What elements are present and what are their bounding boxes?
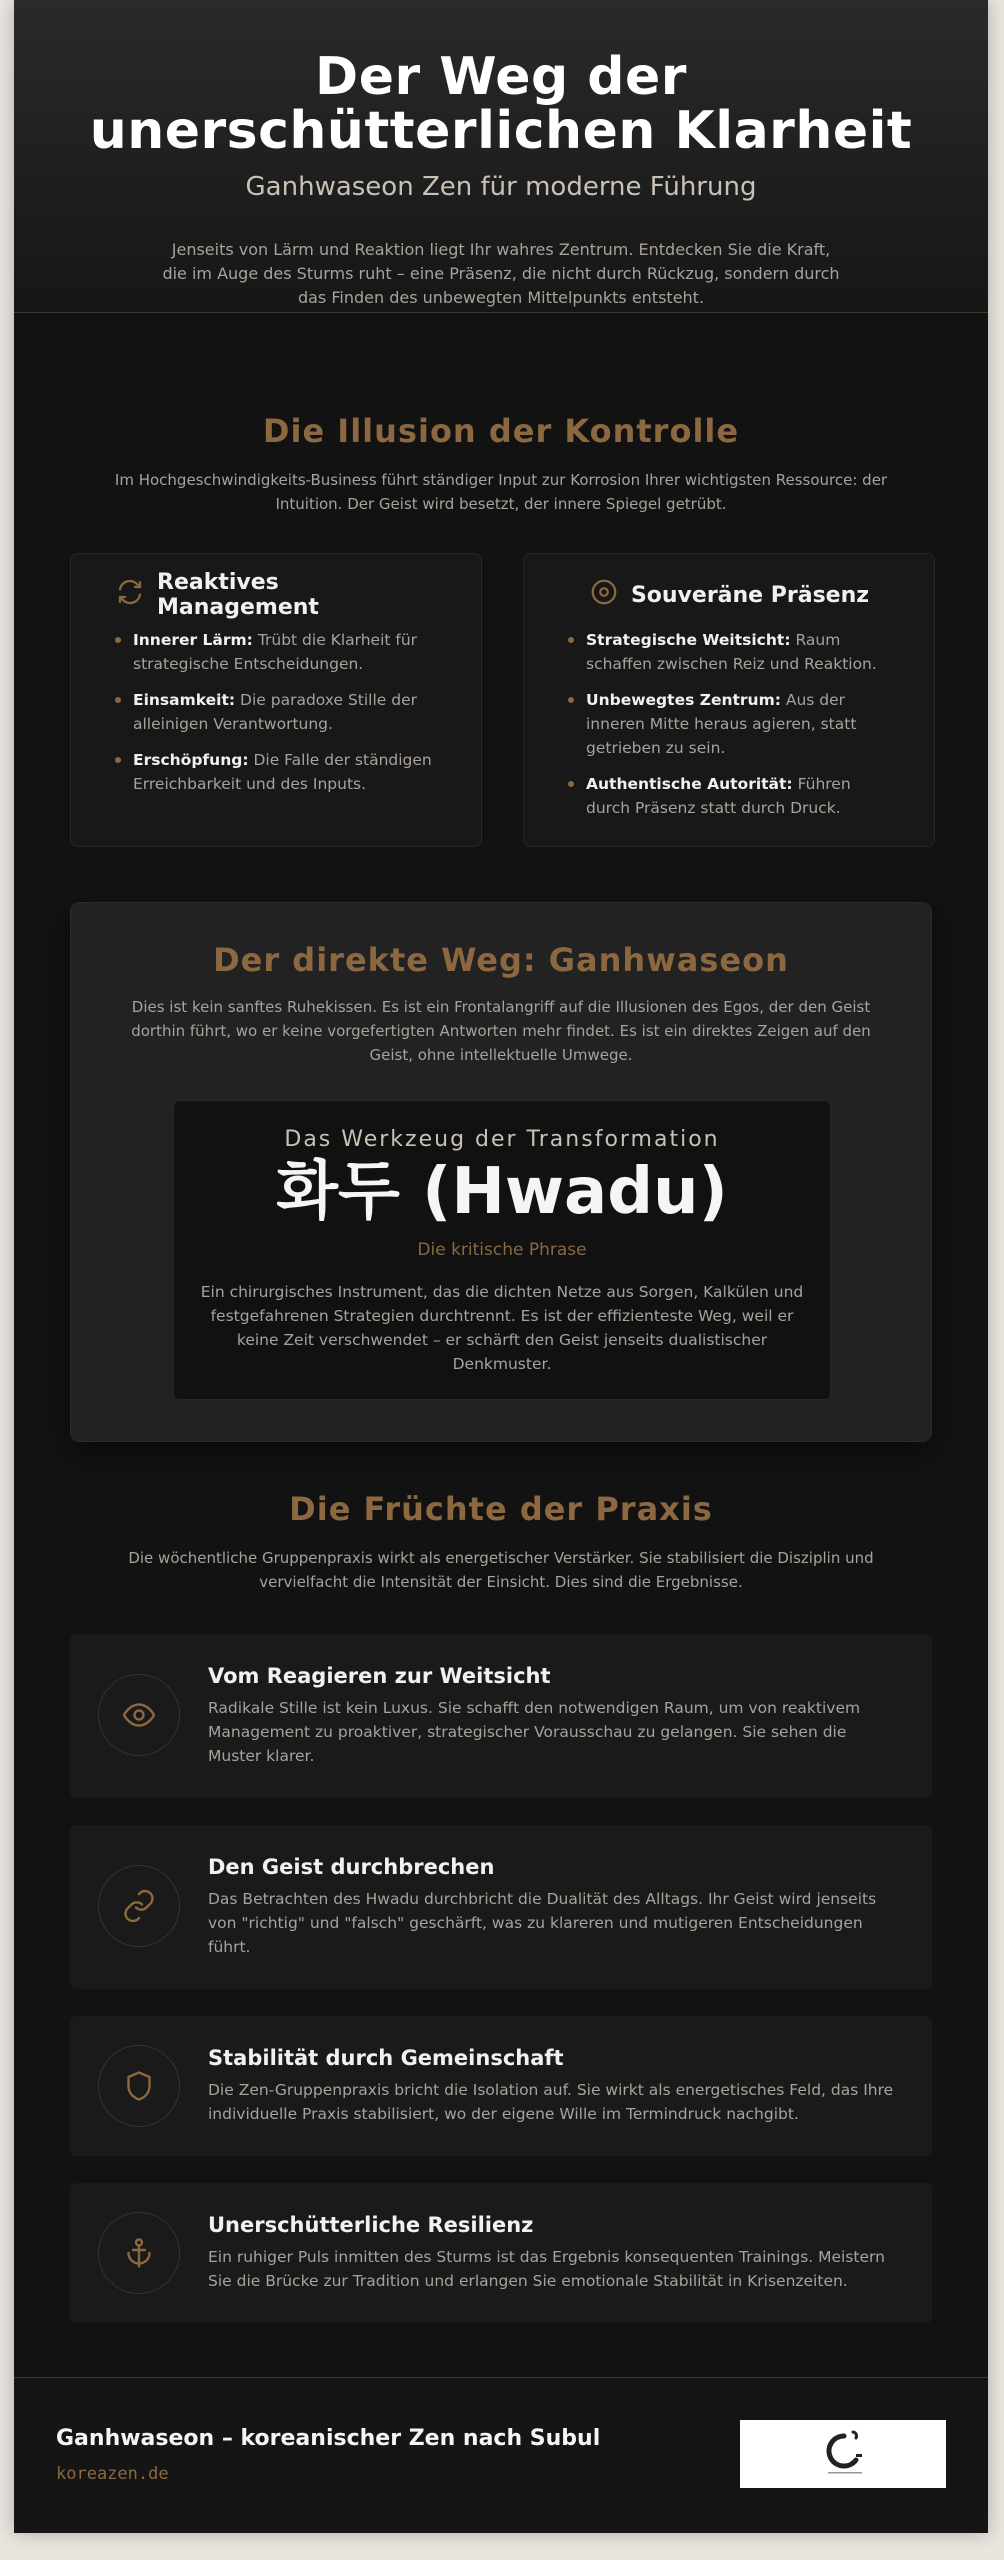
tool-tagline: Die kritische Phrase (417, 1240, 587, 1260)
tool-kicker: Das Werkzeug der Transformation (284, 1127, 720, 1152)
ganhwaseon-title: Der direkte Weg: Ganhwaseon (213, 941, 789, 979)
illusion-title: Die Illusion der Kontrolle (262, 412, 740, 450)
list-item (115, 628, 437, 676)
eye-icon (98, 1674, 180, 1756)
page (14, 0, 988, 2533)
item-text: Führen durch Präsenz statt durch Druck. (586, 775, 851, 817)
item-term: Erschöpfung: (133, 751, 249, 769)
item-term: Unbewegtes Zentrum: (586, 691, 781, 709)
fruit-text: Ein ruhiger Puls inmitten des Sturms ist das Ergebnis konsequenten Trainings. Meistern Sie die Brücke zur Tradition und erlangen Sie emotionale Stabilität in Krisenzeiten. (208, 2248, 885, 2290)
fruit-text: Die Zen-Gruppenpraxis bricht die Isolation auf. Sie wirkt als energetisches Feld, das Ihre individuelle Praxis stabilisiert, wo der eigene Wille im Termindruck nachgibt. (208, 2081, 894, 2123)
comparison-cards (70, 553, 932, 848)
hero-title-line1: Der Weg der (315, 47, 687, 107)
fruit-title: Den Geist durchbrechen (208, 1855, 495, 1879)
shield-icon (98, 2045, 180, 2127)
item-text: Trübt die Klarheit für strategische Entscheidungen. (133, 631, 418, 673)
card-header (115, 570, 437, 620)
illusion-section (14, 412, 988, 516)
ganhwaseon-section (70, 902, 932, 1442)
item-term: Authentische Autorität: (586, 775, 793, 793)
card-reactive-management (70, 553, 482, 847)
hero-title (14, 47, 988, 161)
fruit-title: Vom Reagieren zur Weitsicht (208, 1664, 551, 1688)
tool-word: 화두 (Hwadu) (276, 1155, 728, 1229)
item-term: Strategische Weitsicht: (586, 631, 791, 649)
card-list (115, 628, 437, 796)
item-text: Die Falle der ständigen Erreichbarkeit und des Inputs. (133, 751, 432, 793)
fruit-title: Unerschütterliche Resilienz (208, 2213, 534, 2237)
fruits-section (14, 1490, 988, 1594)
item-text: Aus der inneren Mitte heraus agieren, statt getrieben zu sein. (586, 691, 857, 757)
fruit-card-resilience (70, 2183, 932, 2323)
list-item (568, 772, 890, 820)
hwadu-box (173, 1100, 831, 1400)
card-sovereign-presence (523, 553, 935, 847)
hero-lead: Jenseits von Lärm und Reaktion liegt Ihr wahres Zentrum. Entdecken Sie die Kraft, die im Auge des Sturms ruht – eine Präsenz, die nicht durch Rückzug, sondern durch das Finden des unbewegten Mittelpunkts entsteht. (162, 240, 840, 307)
footer-brand: Ganhwaseon – koreanischer Zen nach Subul (56, 2426, 601, 2451)
fruit-card-foresight (70, 1634, 932, 1798)
target-icon (589, 577, 619, 613)
footer-url-link[interactable]: koreazen.de (56, 2464, 169, 2484)
fruit-text: Radikale Stille ist kein Luxus. Sie schafft den notwendigen Raum, um von reaktivem Management zu proaktiver, strategischer Vorausschau zu gelangen. Sie sehen die Muster klarer. (208, 1699, 861, 1765)
card-title: Reaktives Management (157, 570, 319, 620)
card-list (568, 628, 890, 820)
list-item (115, 748, 437, 796)
anchor-icon (98, 2212, 180, 2294)
illusion-lead: Im Hochgeschwindigkeits-Business führt ständiger Input zur Korrosion Ihrer wichtigsten Ressource: der Intuition. Der Geist wird besetzt, der innere Spiegel getrübt. (114, 471, 888, 513)
item-text: Die paradoxe Stille der alleinigen Verantwortung. (133, 691, 418, 733)
item-term: Innerer Lärm: (133, 631, 253, 649)
footer (14, 2377, 988, 2533)
hero-subtitle: Ganhwaseon Zen für moderne Führung (245, 172, 757, 202)
list-item (568, 688, 890, 760)
link-icon (98, 1865, 180, 1947)
tool-text: Ein chirurgisches Instrument, das die dichten Netze aus Sorgen, Kalkülen und festgefahrenen Strategien durchtrennt. Es ist der effizienteste Weg, weil er keine Zeit verschwendet – er schärft den Geist jenseits dualistischer Denkmuster. (200, 1283, 804, 1373)
hero-title-line2: unerschütterlichen Klarheit (89, 101, 913, 161)
item-term: Einsamkeit: (133, 691, 236, 709)
fruits-title: Die Früchte der Praxis (289, 1490, 713, 1528)
card-header (568, 580, 890, 610)
fruit-card-community (70, 2016, 932, 2156)
fruit-text: Das Betrachten des Hwadu durchbricht die Dualität des Alltags. Ihr Geist wird jenseits von "richtig" und "falsch" geschärft, was zu klareren und mutigeren Entscheidungen führt. (208, 1890, 877, 1956)
hero-section (14, 0, 988, 313)
card-title: Souveräne Präsenz (630, 582, 870, 608)
refresh-icon (115, 577, 145, 613)
enso-logo-icon (740, 2420, 946, 2488)
list-item (568, 628, 890, 676)
fruit-card-breakthrough (70, 1825, 932, 1989)
fruits-lead: Die wöchentliche Gruppenpraxis wirkt als energetischer Verstärker. Sie stabilisiert die Disziplin und vervielfacht die Intensität der Einsicht. Dies sind die Ergebnisse. (128, 1549, 874, 1591)
fruit-title: Stabilität durch Gemeinschaft (208, 2046, 564, 2070)
list-item (115, 688, 437, 736)
item-text: Raum schaffen zwischen Reiz und Reaktion. (586, 631, 877, 673)
ganhwaseon-lead: Dies ist kein sanftes Ruhekissen. Es ist ein Frontalangriff auf die Illusionen des Egos, der den Geist dorthin führt, wo er keine vorgefertigten Antworten mehr findet. Es ist ein direktes Zeigen auf den Geist, ohne intellektuelle Umwege. (131, 998, 871, 1064)
